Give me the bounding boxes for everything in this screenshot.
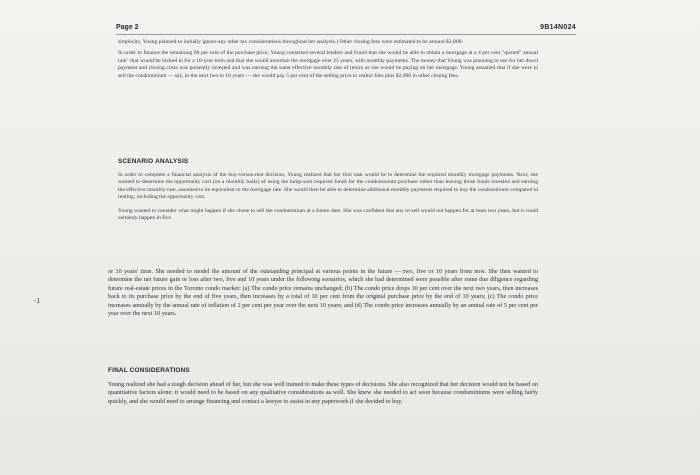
page-label: Page 2 [116, 24, 139, 31]
final-paragraph-1: Young realized she had a tough decision ahead of her, but she was well trained to make these types of decisions. She also recognized that her decision would not be based on quantitative factors alone; it would need to be based on any qualitative considerations as well. She knew she needed to act soon because condominiums were selling fairly quickly, and she would need to arrange financing and contact a lawyer to assist in any paperwork if she decided to buy. [108, 381, 538, 405]
page-header [116, 24, 576, 35]
scenario-analysis-heading: SCENARIO ANALYSIS [118, 158, 189, 165]
scenario-paragraph-2-top: Young wanted to consider what might happen if she chose to sell the condominium at a future date. She was confident that any re-sell would not happen for at least two years, but it could certainly happen in five [118, 207, 538, 221]
final-considerations-heading: FINAL CONSIDERATIONS [108, 367, 190, 374]
final-section [108, 381, 538, 411]
scenario-section [118, 172, 538, 226]
intro-paragraph-1: simplicity, Young planned to initially ignore any other tax considerations throughout her analysis.) Other closing fees were estimated to be around $2,000. [118, 39, 463, 45]
scenario-paragraph-2-bottom: or 10 years' time. She needed to model the amount of the outstanding principal at various points in the future — two, five or 10 years from now. She then wanted to determine the net future gain or loss after two, five and 10 years under the following scenarios, which she had determined were possible after some due diligence regarding future real-estate prices in the Toronto condo market: (a) The condo price remains unchanged; (b) The condo price drops 10 per cent over the next two years, then increases back to its purchase price by the end of five years, then increases by a total of 10 per cent from the original purchase price by the end of 10 years; (c) The condo price increases annually by the annual rate of inflation of 2 per cent per year over the next 10 years; and (d) The condo price increases annually by an annual rate of 5 per cent per year over the next 10 years. [108, 268, 538, 318]
scenario-paragraph-1: In order to complete a financial analysis of the buy-versus-rent decision, Young realized that her first task would be to determine the required monthly mortgage payments. Next, she wanted to determine the opportunity cost (on a monthly basis) of using the lump-sum required funds for the condominium purchase rather than leaving those funds invested and earning the effective monthly rate, assumed to be equivalent to the mortgage rate. She would then be able to determine additional monthly payments required to buy the condominium compared to renting, including the opportunity cost. [118, 172, 538, 201]
intro-section [118, 39, 538, 84]
intro-paragraph-2: In order to finance the remaining 80 per cent of the purchase price, Young contacted several lenders and found that she would be able to obtain a mortgage at a 4 per cent "quoted" annual rate" that would be locked in for a 10-year term and that she would amortize the mortgage over 25 years, with monthly payments. The money that Young was planning to use for her down payment and closing costs was presently invested and was earning the same effective monthly rate of return as she would be paying on her mortgage. Young assumed that if she were to sell the condominium — say, in the next two to 10 years — she would pay 5 per cent of the selling price to realtor fees plus $2,000 in other closing fees. [118, 50, 538, 79]
margin-mark: -1 [34, 298, 41, 305]
document-code: 9B14N024 [540, 24, 576, 31]
scenario-continuation [108, 268, 538, 324]
